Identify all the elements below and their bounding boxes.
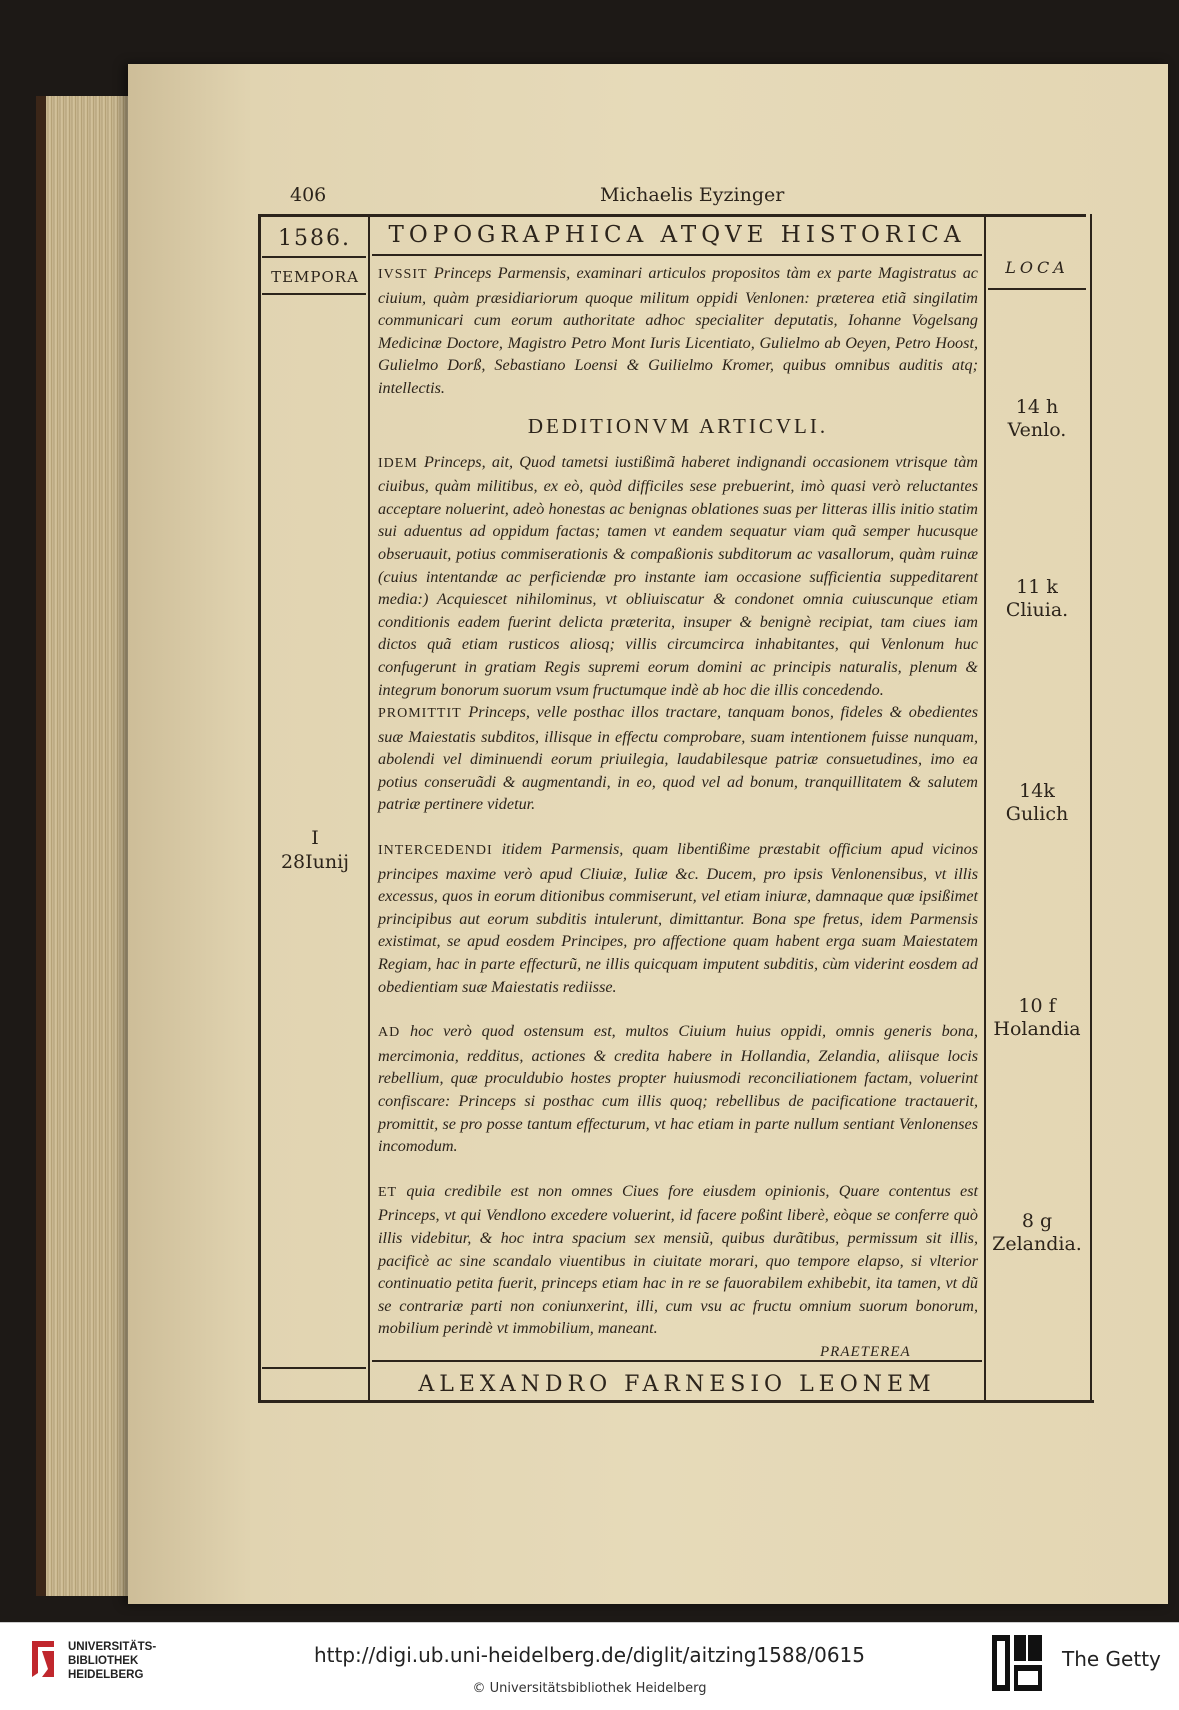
paragraph <box>378 451 978 702</box>
year-rule <box>262 256 366 258</box>
paragraph-text: Princeps, ait, Quod tametsi iustißimã haberet indignandi occasionem vtrisque tàm ciuibus, quàm militibus, ex eò, quòd difficiles sese prebuerint, imò quasi verò reluctantes acceptare noluerint, adeò honestas ac benignas oblationes suas per litteras illis initio statim sui aduentus ad oppidum factas; tamen vt eandem sequatur viam quã semper hucusque obseruauit, potius commiserationis & compaßionis subditorum ac vasallorum, quàm ruinæ (cuius intentandæ ac perficiendæ pro instante iam occasione sufficientia suppeditarent media:) Acquiescet nihilominus, vt obliuiscatur & condonet omnia cuiuscunque etiam conditionis eadem fuerint delicta præterita, insuper & benignè recipiat, tam ciues iam dictos quã etiam rusticos aliosq; villis circumcirca inhabitantes, qui Venlonum huc confugerunt in gratiam Regis supremi eorum domini ac principis naturalis, plenum & integrum bonorum suorum vsum fructumque indè ab hoc die illis concedendo. <box>378 452 978 699</box>
paragraph-lead: AD <box>378 1025 401 1041</box>
right-column-rule <box>984 214 986 1403</box>
paragraph-lead: INTERCEDENDI <box>378 843 493 859</box>
year-heading: 1586. <box>278 226 351 251</box>
margin-place <box>988 396 1086 442</box>
frame-right-rule <box>1090 214 1092 1403</box>
margin-place-name: Zelandia. <box>992 1233 1082 1255</box>
paragraph-lead: IVSSIT <box>378 267 428 282</box>
paragraph <box>378 262 978 400</box>
header-rule <box>372 254 982 256</box>
margin-place-ref: 14 h <box>1015 396 1059 418</box>
library-name-line: BIBLIOTHEK <box>68 1655 139 1667</box>
running-title: Michaelis Eyzinger <box>600 184 785 206</box>
library-name-line: HEIDELBERG <box>68 1669 144 1681</box>
frame-bottom-rule <box>258 1400 1094 1403</box>
left-column-rule <box>368 214 370 1403</box>
paragraph <box>378 838 978 998</box>
paragraph <box>378 1020 978 1158</box>
tempora-rule <box>262 293 366 295</box>
footer-title: ALEXANDRO FARNESIO LEONEM <box>418 1372 936 1397</box>
paragraph-gap <box>378 816 978 838</box>
margin-place-ref: 10 f <box>1018 995 1056 1017</box>
loca-heading: LOCA <box>1005 258 1069 277</box>
running-head <box>290 184 1010 210</box>
paragraph-lead: IDEM <box>378 455 418 471</box>
copyright-notice: © Universitätsbibliothek Heidelberg <box>472 1681 707 1696</box>
paragraph-gap <box>378 1158 978 1180</box>
page-number: 406 <box>290 184 327 206</box>
paragraph-text: itidem Parmensis, quam libentißime præstabit officium apud vicinos principes maxime verò apud Cliuiæ, Iuliæ &c. Ducem, pro ipsis Venlonensibus, vt illis excessus, quos in eorum ditionibus commiserunt, vel etiam iniuræ, damnaque quæ ipsißimet principibus aut eorum subditis intulerunt, dimittantur. Bona spe fretus, idem Parmensis existimat, se apud eosdem Principes, pro affectione quam habent erga suam Maiestatem Regiam, hac in parte effecturũ, ne illis quicquam imputent subditis, cùm viderint eosdem ad obedientiam suæ Maiestatis rediisse. <box>378 840 978 996</box>
paragraph-text: Princeps, velle posthac illos tractare, tanquam bonos, fideles & obedientes suæ Maiestatis subditos, illisque in effectu comprobare, suam intentionem fuisse nunquam, abolendi vel diminuendi eorum priuilegia, laudabilesque patriæ consuetudines, imo ea potius conseruãdi & augmentandi, in eo, quod vel ad bonum, tranquillitatem & salutem patriæ pertinere videtur. <box>378 703 979 814</box>
paragraph-text: hoc verò quod ostensum est, multos Ciuium huius oppidi, omnis generis bona, mercimonia, redditus, actiones & credita habere in Hollandia, Zelandia, aliisque locis rebellium, quæ proculdubio hostes propter huiusmodi reconciliationem factam, voluerint confiscare: Princeps si posthac cum illis quoq; rebellibus de pacificatione tractauerit, promittit, se pro posse tantum effecturum, vt hac etiam in parte nullum sentiant Venlonenses incomodum. <box>378 1022 978 1156</box>
page-title: TOPOGRAPHICA ATQVE HISTORICA <box>388 222 966 248</box>
catchword: PRAETEREA <box>820 1344 911 1360</box>
margin-place-name: Gulich <box>1005 803 1069 825</box>
frame-top-rule <box>258 214 1086 217</box>
library-name-line: UNIVERSITÄTS- <box>68 1641 157 1653</box>
paragraph-lead: ET <box>378 1184 398 1200</box>
margin-place <box>988 780 1086 826</box>
getty-logo-icon[interactable] <box>992 1635 1042 1691</box>
margin-place-ref: 14k <box>1019 780 1055 802</box>
viewer-footer <box>0 1622 1179 1710</box>
permalink[interactable]: http://digi.ub.uni-heidelberg.de/diglit/aitzing1588/0615 <box>314 1643 865 1667</box>
margin-place <box>988 576 1086 622</box>
margin-place-name: Holandia <box>993 1018 1081 1040</box>
margin-date-numeral: I <box>311 827 319 849</box>
body-text <box>378 262 978 1340</box>
paragraph-lead: PROMITTIT <box>378 706 462 722</box>
margin-place-ref: 8 g <box>1021 1210 1053 1232</box>
margin-place <box>988 1210 1086 1256</box>
paragraph <box>378 701 978 816</box>
margin-place-name: Venlo. <box>1007 419 1067 441</box>
partner-name: The Getty <box>1062 1647 1161 1671</box>
margin-date <box>264 826 366 874</box>
margin-date-day: 28Iunij <box>280 851 350 873</box>
loca-rule <box>988 288 1086 290</box>
paragraph <box>378 1180 978 1340</box>
margin-place-name: Cliuia. <box>1005 599 1069 621</box>
paragraph-text: quia credibile est non omnes Ciues fore eiusdem opinionis, Quare contentus est Princeps, vt qui Vendlono excedere voluerint, id facere poßint liberè, eòque se conferre quò illis videbitur, & hoc intra spacium sex mensiũ, quibus durãtibus, permissum sit illis, pacificè ac sine scandalo viuentibus in ciuitate morari, quo tempore elapso, si vlterior continuatio petita fuerit, princeps etiam hac in re se fauorabilem exhibebit, ita tamen, vt dũ se contrariæ parti non coniunxerint, illi, cum vsu ac fructu omnium suorum bonorum, mobilium perindè vt immobilium, maneant. <box>378 1181 978 1338</box>
margin-place <box>988 995 1086 1041</box>
frame-left-rule <box>258 214 261 1403</box>
margin-place-ref: 11 k <box>1016 576 1058 598</box>
paragraph-text: Princeps Parmensis, examinari articulos propositos tàm ex parte Magistratus ac ciuium, quàm præsidiariorum quoque militum oppidi Venlonen: præterea etiã singilatim communicari cum eorum authoritate adhoc specialiter deputatis, Iohanne Vogelsang Medicinæ Doctore, Magistro Petro Mont Iuris Licentiato, Gulielmo ab Oeyen, Petro Hoost, Gulielmo Dorß, Sebastiano Loensi & Guilielmo Kromer, quibus omnibus auditis atq; intellectis. <box>378 264 978 397</box>
tempora-heading: TEMPORA <box>271 268 359 286</box>
section-heading: DEDITIONVM ARTICVLI. <box>527 413 829 438</box>
footer-left-rule <box>262 1367 366 1369</box>
paragraph-gap <box>378 998 978 1020</box>
